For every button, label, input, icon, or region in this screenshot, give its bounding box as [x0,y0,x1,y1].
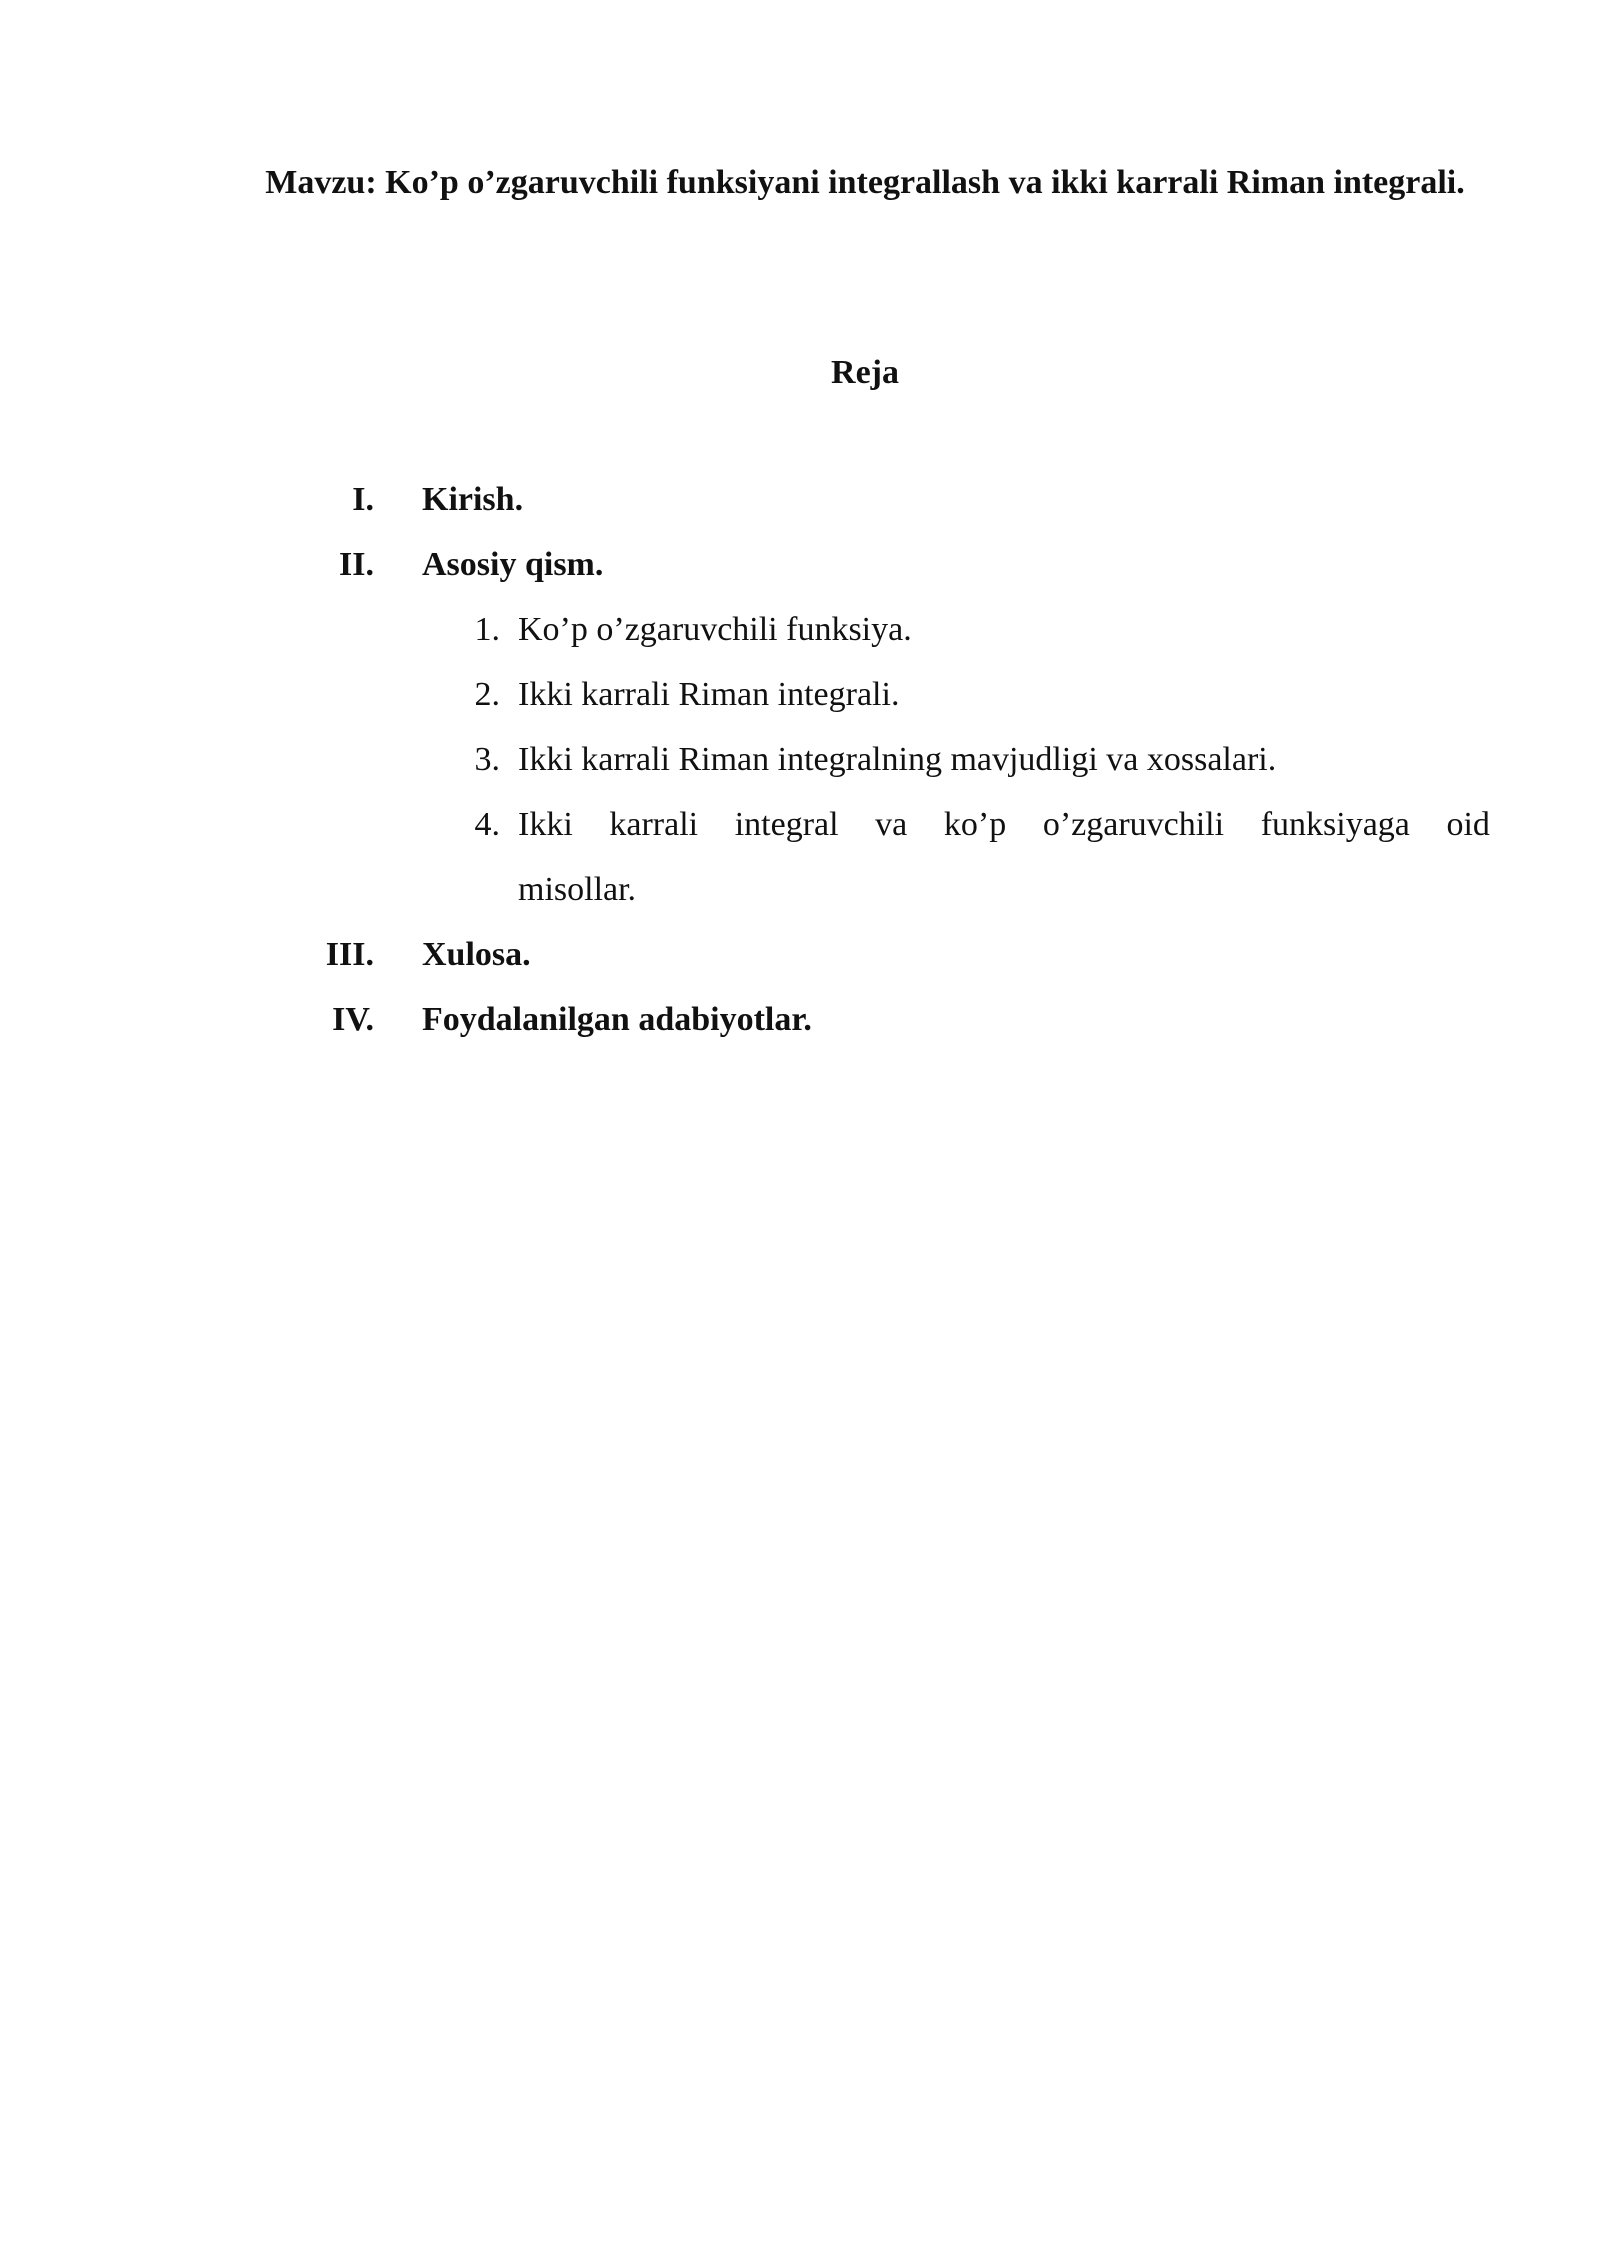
subitem-text: Ko’p o’zgaruvchili funksiya. [518,611,912,648]
outline-item-1 [0,467,1600,533]
outline-label: Foydalanilgan adabiyotlar. [422,1001,812,1038]
word: va [875,806,908,843]
word: integral [734,806,839,843]
word: funksiyaga [1260,806,1410,843]
plan-heading: Reja [831,354,899,391]
outline-subitem-4 [0,792,1600,858]
outline-item-4 [0,987,1600,1053]
subitem-text: Ikki karrali Riman integralning mavjudligi va xossalari. [518,741,1277,778]
outline-subitem-3 [0,727,1600,793]
outline-subitem-2 [0,662,1600,728]
outline-label: Xulosa. [422,936,531,973]
subitem-text-line-1 [518,792,1490,858]
outline-numeral: III. [325,936,374,973]
subitem-number: 2. [474,676,500,713]
outline-numeral: IV. [332,1001,374,1038]
subitem-text: Ikki karrali Riman integrali. [518,676,900,713]
outline-item-2 [0,532,1600,598]
outline-item-3 [0,922,1600,988]
outline-label: Asosiy qism. [422,546,604,583]
outline-subitem-1 [0,597,1600,663]
word: oid [1446,806,1490,843]
outline-subitem-4-continuation [0,857,1600,923]
word: Ikki [518,806,573,843]
word: ko’p [943,806,1007,843]
word: o’zgaruvchili [1042,806,1225,843]
subitem-text-line-2: misollar. [518,871,637,908]
outline-label: Kirish. [422,481,524,518]
subitem-number: 4. [474,806,500,843]
subitem-number: 1. [474,611,500,648]
word: karrali [609,806,699,843]
outline-numeral: II. [339,546,374,583]
subitem-number: 3. [474,741,500,778]
outline-numeral: I. [352,481,374,518]
document-title: Mavzu: Ko’p o’zgaruvchili funksiyani integrallash va ikki karrali Riman integrali. [265,164,1465,201]
